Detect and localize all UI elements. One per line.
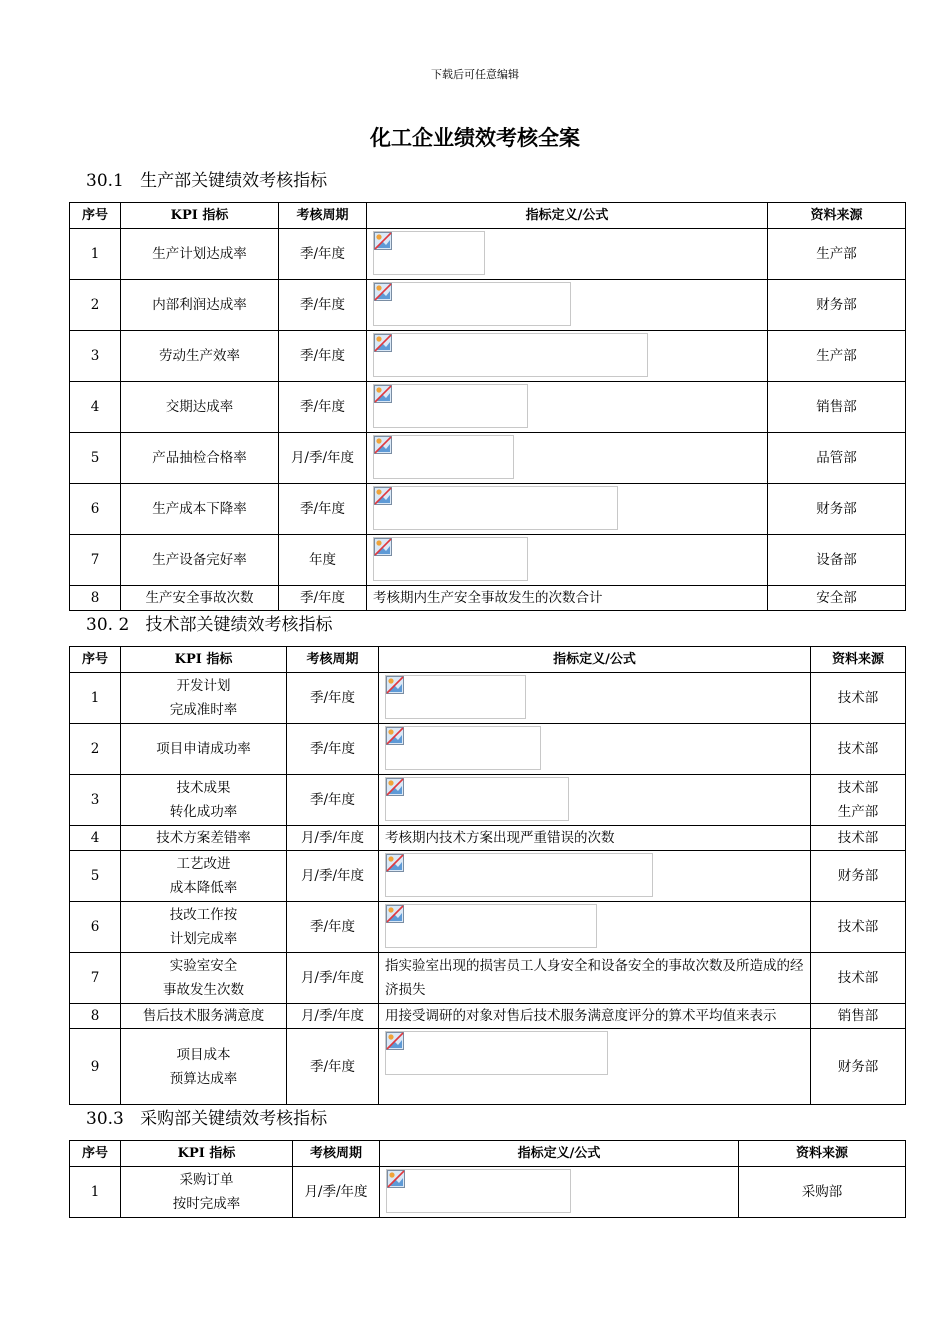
kpi-name [121, 775, 287, 826]
definition-text: 用接受调研的对象对售后技术服务满意度评分的算术平均值来表示 [385, 1008, 777, 1024]
formula-image [385, 853, 653, 897]
assessment-period: 季/年度 [287, 775, 379, 826]
definition-formula [380, 1167, 739, 1218]
kpi-name [121, 433, 279, 484]
definition-formula [367, 331, 768, 382]
formula-image [385, 1031, 608, 1075]
kpi-name-line: 生产成本下降率 [152, 501, 247, 517]
definition-formula [379, 902, 811, 953]
formula-image [385, 675, 526, 719]
kpi-table-technology [69, 646, 906, 1105]
table-row [70, 382, 906, 433]
data-source [811, 902, 906, 953]
kpi-name-line: 事故发生次数 [163, 982, 244, 998]
table-row [70, 826, 906, 851]
row-number: 9 [70, 1029, 121, 1105]
data-source-line: 生产部 [816, 348, 857, 364]
broken-image-icon [386, 676, 404, 694]
data-source [811, 953, 906, 1004]
col-header-source: 资料来源 [768, 203, 906, 229]
col-header-period: 考核周期 [287, 647, 379, 673]
kpi-name-line: 计划完成率 [169, 931, 238, 947]
data-source [768, 331, 906, 382]
broken-image-icon [386, 905, 404, 923]
row-number: 8 [70, 586, 121, 611]
col-header-no: 序号 [70, 203, 121, 229]
row-number: 4 [70, 826, 121, 851]
data-source-line: 销售部 [816, 399, 857, 415]
data-source [768, 280, 906, 331]
kpi-name [121, 902, 287, 953]
col-header-no: 序号 [70, 647, 121, 673]
row-number: 6 [70, 484, 121, 535]
kpi-name [121, 826, 287, 851]
broken-image-icon [374, 232, 392, 250]
row-number: 2 [70, 280, 121, 331]
assessment-period: 年度 [279, 535, 367, 586]
data-source [811, 724, 906, 775]
kpi-name-line: 技术方案差错率 [156, 830, 251, 846]
col-header-period: 考核周期 [293, 1141, 380, 1167]
row-number: 6 [70, 902, 121, 953]
data-source [811, 673, 906, 724]
formula-image [385, 904, 597, 948]
data-source-line: 财务部 [816, 501, 857, 517]
definition-formula [379, 826, 811, 851]
data-source [768, 586, 906, 611]
table-row [70, 484, 906, 535]
data-source-line: 生产部 [816, 246, 857, 262]
data-source [768, 484, 906, 535]
definition-text: 考核期内技术方案出现严重错误的次数 [385, 830, 615, 846]
assessment-period: 季/年度 [287, 1029, 379, 1105]
kpi-name-line: 技术成果 [176, 780, 231, 796]
row-number: 7 [70, 535, 121, 586]
data-source-line: 技术部 [837, 830, 879, 846]
table-row [70, 775, 906, 826]
data-source [811, 826, 906, 851]
assessment-period: 月/季/年度 [287, 1004, 379, 1029]
col-header-source: 资料来源 [811, 647, 906, 673]
kpi-name-line: 劳动生产效率 [159, 348, 240, 364]
assessment-period: 季/年度 [279, 586, 367, 611]
assessment-period: 季/年度 [279, 331, 367, 382]
data-source [811, 851, 906, 902]
definition-formula [379, 673, 811, 724]
data-source [768, 229, 906, 280]
kpi-name-line: 转化成功率 [169, 804, 238, 820]
kpi-name-line: 采购订单 [179, 1172, 234, 1188]
definition-formula [367, 586, 768, 611]
table-row [70, 229, 906, 280]
data-source [811, 1029, 906, 1105]
kpi-name-line: 生产设备完好率 [152, 552, 247, 568]
kpi-name-line: 售后技术服务满意度 [142, 1008, 265, 1024]
broken-image-icon [386, 854, 404, 872]
kpi-name [121, 851, 287, 902]
document-title: 化工企业绩效考核全案 [370, 125, 580, 150]
kpi-name-line: 按时完成率 [172, 1196, 241, 1212]
assessment-period: 季/年度 [279, 280, 367, 331]
kpi-name [121, 1167, 293, 1218]
formula-image [373, 435, 514, 479]
assessment-period: 月/季/年度 [287, 826, 379, 851]
row-number: 2 [70, 724, 121, 775]
kpi-name-line: 实验室安全 [169, 958, 238, 974]
row-number: 7 [70, 953, 121, 1004]
table-row [70, 1004, 906, 1029]
assessment-period: 季/年度 [287, 673, 379, 724]
col-header-no: 序号 [70, 1141, 121, 1167]
data-source-line: 技术部 [837, 919, 879, 935]
row-number: 3 [70, 775, 121, 826]
data-source-line: 安全部 [816, 590, 857, 606]
formula-image [373, 486, 618, 530]
kpi-name-line: 内部利润达成率 [152, 297, 247, 313]
definition-formula [367, 484, 768, 535]
definition-formula [367, 535, 768, 586]
definition-formula [379, 953, 811, 1004]
formula-image [373, 231, 485, 275]
broken-image-icon [386, 1032, 404, 1050]
section-heading: 30. 2 技术部关键绩效考核指标 [86, 615, 333, 635]
kpi-name [121, 535, 279, 586]
assessment-period: 月/季/年度 [293, 1167, 380, 1218]
col-header-kpi: KPI 指标 [121, 647, 287, 673]
section-heading: 30.3 采购部关键绩效考核指标 [86, 1109, 328, 1129]
assessment-period: 月/季/年度 [279, 433, 367, 484]
broken-image-icon [374, 538, 392, 556]
kpi-name-line: 技改工作按 [169, 907, 238, 923]
table-row [70, 1167, 906, 1218]
definition-text: 指实验室出现的损害员工人身安全和设备安全的事故次数及所造成的经济损失 [385, 958, 804, 998]
data-source-line: 采购部 [801, 1184, 843, 1200]
kpi-name [121, 382, 279, 433]
row-number: 3 [70, 331, 121, 382]
formula-image [385, 777, 569, 821]
data-source-line: 生产部 [837, 804, 879, 820]
definition-formula [367, 229, 768, 280]
broken-image-icon [374, 436, 392, 454]
formula-image [373, 384, 528, 428]
col-header-definition: 指标定义/公式 [380, 1141, 739, 1167]
kpi-name [121, 229, 279, 280]
data-source-line: 技术部 [837, 970, 879, 986]
section-heading: 30.1 生产部关键绩效考核指标 [86, 171, 328, 191]
definition-formula [379, 1029, 811, 1105]
broken-image-icon [374, 334, 392, 352]
broken-image-icon [374, 385, 392, 403]
broken-image-icon [387, 1170, 405, 1188]
kpi-name-line: 开发计划 [176, 678, 231, 694]
assessment-period: 季/年度 [279, 382, 367, 433]
kpi-name-line: 交期达成率 [165, 399, 234, 415]
table-row [70, 724, 906, 775]
kpi-name-line: 生产安全事故次数 [145, 590, 254, 606]
kpi-table-procurement [69, 1140, 906, 1218]
table-row [70, 902, 906, 953]
table-row [70, 433, 906, 484]
kpi-name [121, 586, 279, 611]
definition-formula [367, 433, 768, 484]
data-source-line: 技术部 [837, 780, 879, 796]
formula-image [386, 1169, 571, 1213]
data-source-line: 财务部 [837, 1058, 879, 1075]
data-source-line: 设备部 [816, 552, 857, 568]
kpi-name [121, 1029, 287, 1105]
row-number: 1 [70, 1167, 121, 1218]
table-row [70, 1029, 906, 1105]
formula-image [373, 282, 571, 326]
kpi-name-line: 工艺改进 [176, 856, 231, 872]
formula-image [373, 333, 648, 377]
table-row [70, 953, 906, 1004]
definition-formula [379, 724, 811, 775]
kpi-name [121, 953, 287, 1004]
assessment-period: 季/年度 [287, 902, 379, 953]
col-header-source: 资料来源 [739, 1141, 906, 1167]
kpi-name [121, 1004, 287, 1029]
kpi-table-production [69, 202, 906, 611]
broken-image-icon [374, 283, 392, 301]
definition-text: 考核期内生产安全事故发生的次数合计 [373, 590, 603, 606]
kpi-name [121, 484, 279, 535]
kpi-name [121, 673, 287, 724]
table-row [70, 673, 906, 724]
kpi-name-line: 成本降低率 [169, 880, 238, 896]
row-number: 4 [70, 382, 121, 433]
row-number: 1 [70, 229, 121, 280]
kpi-name [121, 280, 279, 331]
formula-image [373, 537, 528, 581]
table-row [70, 851, 906, 902]
assessment-period: 季/年度 [287, 724, 379, 775]
kpi-name-line: 预算达成率 [169, 1070, 238, 1087]
table-row [70, 280, 906, 331]
data-source-line: 技术部 [837, 690, 879, 706]
definition-formula [379, 851, 811, 902]
kpi-name-line: 产品抽检合格率 [152, 450, 247, 466]
data-source [768, 535, 906, 586]
definition-formula [367, 280, 768, 331]
assessment-period: 月/季/年度 [287, 953, 379, 1004]
kpi-name-line: 完成准时率 [169, 702, 238, 718]
kpi-name [121, 331, 279, 382]
data-source-line: 销售部 [837, 1008, 879, 1024]
data-source-line: 技术部 [837, 741, 879, 757]
row-number: 1 [70, 673, 121, 724]
data-source [768, 433, 906, 484]
header-note: 下载后可任意编辑 [431, 68, 519, 81]
data-source-line: 财务部 [837, 868, 879, 884]
definition-formula [367, 382, 768, 433]
kpi-name-line: 项目成本 [176, 1046, 231, 1063]
col-header-kpi: KPI 指标 [121, 203, 279, 229]
data-source [768, 382, 906, 433]
table-row [70, 535, 906, 586]
table-row [70, 331, 906, 382]
data-source [811, 1004, 906, 1029]
kpi-name-line: 项目申请成功率 [156, 741, 251, 757]
col-header-definition: 指标定义/公式 [367, 203, 768, 229]
table-row [70, 586, 906, 611]
col-header-kpi: KPI 指标 [121, 1141, 293, 1167]
assessment-period: 季/年度 [279, 229, 367, 280]
broken-image-icon [374, 487, 392, 505]
row-number: 8 [70, 1004, 121, 1029]
broken-image-icon [386, 778, 404, 796]
formula-image [385, 726, 541, 770]
col-header-definition: 指标定义/公式 [379, 647, 811, 673]
assessment-period: 季/年度 [279, 484, 367, 535]
kpi-name-line: 生产计划达成率 [152, 246, 247, 262]
kpi-name [121, 724, 287, 775]
data-source [811, 775, 906, 826]
data-source-line: 品管部 [816, 450, 857, 466]
row-number: 5 [70, 433, 121, 484]
row-number: 5 [70, 851, 121, 902]
assessment-period: 月/季/年度 [287, 851, 379, 902]
definition-formula [379, 775, 811, 826]
data-source-line: 财务部 [816, 297, 857, 313]
col-header-period: 考核周期 [279, 203, 367, 229]
broken-image-icon [386, 727, 404, 745]
definition-formula [379, 1004, 811, 1029]
data-source [739, 1167, 906, 1218]
